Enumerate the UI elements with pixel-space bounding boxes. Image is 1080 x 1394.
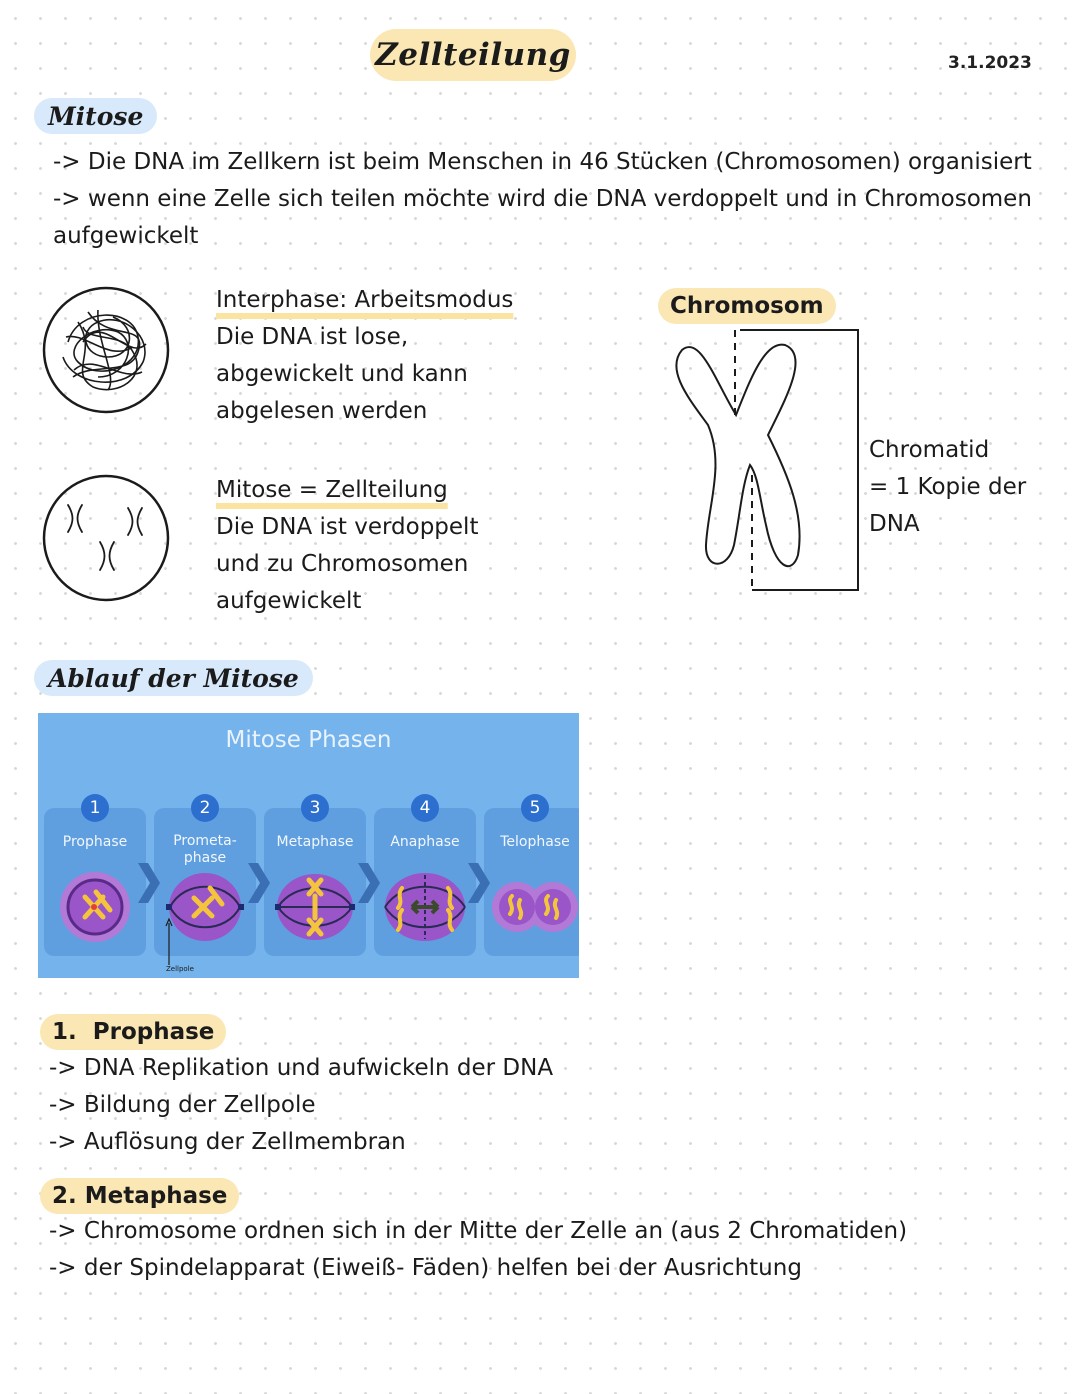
mitose-line-2: -> wenn eine Zelle sich teilen möchte wird die DNA verdoppelt und in Chromosomen — [53, 186, 1032, 212]
phase-label: Telophase — [500, 834, 570, 850]
section-heading-mitose: Mitose — [34, 98, 157, 134]
phase-label: Anaphase — [390, 834, 460, 850]
phase-number: 5 — [521, 794, 549, 822]
date: 3.1.2023 — [948, 53, 1032, 73]
chromatid-line-3: DNA — [869, 511, 920, 537]
interphase-cell-drawing — [38, 282, 174, 418]
phase-label: Prometa- phase — [173, 833, 237, 866]
metaphase-line-2: -> der Spindelapparat (Eiweiß- Fäden) helfen bei der Ausrichtung — [49, 1255, 802, 1281]
phase-number: 3 — [301, 794, 329, 822]
chromosome-drawing — [670, 325, 870, 600]
section-heading-ablauf: Ablauf der Mitose — [34, 660, 313, 696]
mitose-line-1: -> Die DNA im Zellkern ist beim Menschen in 46 Stücken (Chromosomen) organisiert — [53, 149, 1032, 175]
metaphase-line-1: -> Chromosome ordnen sich in der Mitte der Zelle an (aus 2 Chromatiden) — [49, 1218, 908, 1244]
prophase-line-3: -> Auflösung der Zellmembran — [49, 1129, 406, 1155]
page-title: Zellteilung — [370, 29, 576, 81]
interphase-line-2: abgewickelt und kann — [216, 361, 468, 387]
interphase-line-3: abgelesen werden — [216, 398, 428, 424]
mitose-line-3: aufgewickelt — [53, 223, 199, 249]
chromatid-line-2: = 1 Kopie der — [869, 474, 1027, 500]
mitose-def-title: Mitose = Zellteilung — [216, 477, 448, 503]
mitosis-phases-image — [38, 713, 579, 978]
metaphase-heading: 2. Metaphase — [40, 1178, 239, 1214]
prophase-line-1: -> DNA Replikation und aufwickeln der DNA — [49, 1055, 554, 1081]
prophase-line-2: -> Bildung der Zellpole — [49, 1092, 316, 1118]
interphase-title: Interphase: Arbeitsmodus — [216, 287, 514, 313]
phase-arrows — [38, 713, 579, 978]
phase-number: 2 — [191, 794, 219, 822]
prophase-heading-text: 1. Prophase — [52, 1019, 215, 1045]
phase-number: 4 — [411, 794, 439, 822]
chromatid-line-1: Chromatid — [869, 437, 990, 463]
prophase-heading — [40, 1014, 226, 1050]
phase-number: 1 — [81, 794, 109, 822]
zellpole-annotation: Zellpole — [166, 965, 194, 973]
phase-label: Prophase — [62, 834, 128, 850]
mitosis-cell-drawing — [38, 470, 174, 606]
chromosom-label: Chromosom — [658, 288, 836, 324]
mitose-def-line-3: aufgewickelt — [216, 588, 362, 614]
phase-label: Metaphase — [276, 834, 354, 850]
interphase-line-1: Die DNA ist lose, — [216, 324, 409, 350]
mitose-def-line-1: Die DNA ist verdoppelt — [216, 514, 479, 540]
phases-image-title: Mitose Phasen — [225, 727, 392, 753]
mitose-def-line-2: und zu Chromosomen — [216, 551, 469, 577]
